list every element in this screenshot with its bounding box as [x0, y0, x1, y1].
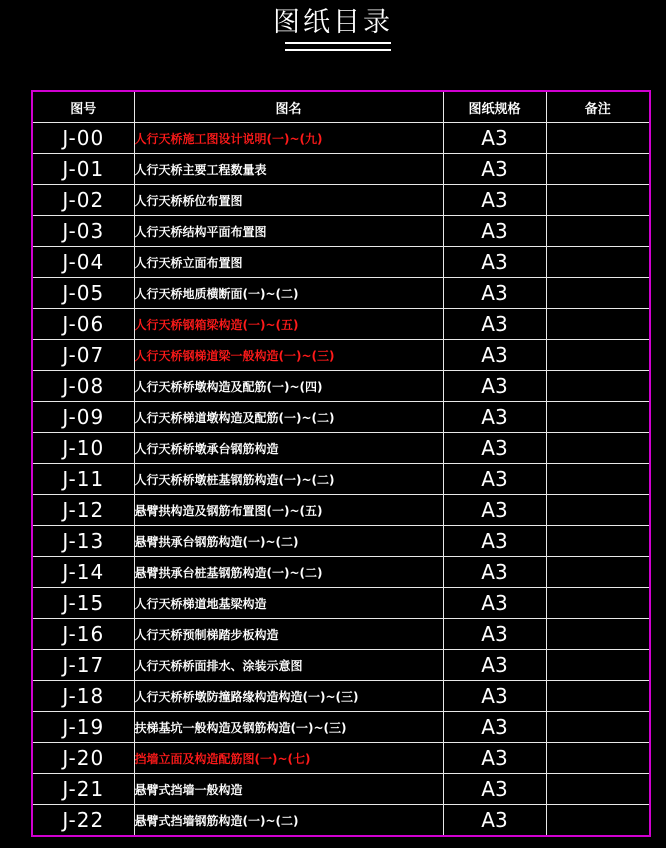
drawing-number: J-18	[32, 681, 134, 712]
remarks	[546, 774, 650, 805]
drawing-number: J-09	[32, 402, 134, 433]
drawing-number: J-04	[32, 247, 134, 278]
drawing-number: J-21	[32, 774, 134, 805]
remarks	[546, 340, 650, 371]
drawing-name: 人行天桥立面布置图	[134, 247, 443, 278]
remarks	[546, 278, 650, 309]
drawing-name: 悬臂拱承台钢筋构造(一)~(二)	[134, 526, 443, 557]
table-row	[32, 774, 650, 805]
paper-size: A3	[443, 123, 546, 154]
drawing-name: 人行天桥预制梯踏步板构造	[134, 619, 443, 650]
paper-size: A3	[443, 495, 546, 526]
table-row	[32, 619, 650, 650]
drawing-name: 扶梯基坑一般构造及钢筋构造(一)~(三)	[134, 712, 443, 743]
table-row	[32, 371, 650, 402]
remarks	[546, 464, 650, 495]
paper-size: A3	[443, 526, 546, 557]
drawing-number: J-00	[32, 123, 134, 154]
drawing-name: 人行天桥钢箱梁构造(一)~(五)	[134, 309, 443, 340]
paper-size: A3	[443, 805, 546, 837]
table-row	[32, 712, 650, 743]
header-drawing-name: 图名	[134, 91, 443, 123]
drawing-number: J-10	[32, 433, 134, 464]
drawing-name: 人行天桥桥墩构造及配筋(一)~(四)	[134, 371, 443, 402]
drawing-number: J-02	[32, 185, 134, 216]
paper-size: A3	[443, 650, 546, 681]
remarks	[546, 650, 650, 681]
drawing-name: 人行天桥桥墩防撞路缘构造构造(一)~(三)	[134, 681, 443, 712]
drawing-number: J-01	[32, 154, 134, 185]
paper-size: A3	[443, 185, 546, 216]
table-row	[32, 340, 650, 371]
drawing-name: 人行天桥钢梯道梁一般构造(一)~(三)	[134, 340, 443, 371]
remarks	[546, 805, 650, 837]
drawing-name: 人行天桥主要工程数量表	[134, 154, 443, 185]
table-row	[32, 805, 650, 837]
paper-size: A3	[443, 154, 546, 185]
paper-size: A3	[443, 588, 546, 619]
drawing-name: 悬臂拱承台桩基钢筋构造(一)~(二)	[134, 557, 443, 588]
paper-size: A3	[443, 433, 546, 464]
remarks	[546, 433, 650, 464]
drawing-number: J-06	[32, 309, 134, 340]
drawing-number: J-08	[32, 371, 134, 402]
paper-size: A3	[443, 712, 546, 743]
header-drawing-no: 图号	[32, 91, 134, 123]
remarks	[546, 185, 650, 216]
table-row	[32, 402, 650, 433]
remarks	[546, 216, 650, 247]
remarks	[546, 309, 650, 340]
header-paper-size: 图纸规格	[443, 91, 546, 123]
drawing-name: 人行天桥桥墩桩基钢筋构造(一)~(二)	[134, 464, 443, 495]
remarks	[546, 712, 650, 743]
table-row	[32, 247, 650, 278]
drawing-number: J-03	[32, 216, 134, 247]
table-row	[32, 154, 650, 185]
page-title: 图纸目录	[273, 7, 393, 38]
remarks	[546, 247, 650, 278]
drawing-name: 人行天桥桥面排水、涂装示意图	[134, 650, 443, 681]
drawing-catalog-table	[31, 90, 651, 837]
remarks	[546, 681, 650, 712]
paper-size: A3	[443, 557, 546, 588]
table-header-row	[32, 91, 650, 123]
remarks	[546, 402, 650, 433]
paper-size: A3	[443, 681, 546, 712]
remarks	[546, 557, 650, 588]
remarks	[546, 154, 650, 185]
paper-size: A3	[443, 402, 546, 433]
table-row	[32, 557, 650, 588]
remarks	[546, 526, 650, 557]
drawing-name: 人行天桥桥位布置图	[134, 185, 443, 216]
drawing-number: J-12	[32, 495, 134, 526]
title-underline-top	[285, 42, 391, 44]
drawing-name: 悬臂式挡墙一般构造	[134, 774, 443, 805]
remarks	[546, 588, 650, 619]
paper-size: A3	[443, 743, 546, 774]
drawing-name: 人行天桥桥墩承台钢筋构造	[134, 433, 443, 464]
table-row	[32, 495, 650, 526]
table-row	[32, 278, 650, 309]
table-row	[32, 588, 650, 619]
drawing-name: 人行天桥梯道地基梁构造	[134, 588, 443, 619]
table-body	[32, 123, 650, 837]
remarks	[546, 495, 650, 526]
drawing-number: J-22	[32, 805, 134, 837]
paper-size: A3	[443, 774, 546, 805]
paper-size: A3	[443, 464, 546, 495]
table-row	[32, 650, 650, 681]
drawing-number: J-19	[32, 712, 134, 743]
drawing-number: J-17	[32, 650, 134, 681]
remarks	[546, 123, 650, 154]
drawing-name: 人行天桥施工图设计说明(一)~(九)	[134, 123, 443, 154]
table-row	[32, 743, 650, 774]
paper-size: A3	[443, 216, 546, 247]
paper-size: A3	[443, 278, 546, 309]
remarks	[546, 619, 650, 650]
header-remarks: 备注	[546, 91, 650, 123]
drawing-number: J-15	[32, 588, 134, 619]
table-row	[32, 185, 650, 216]
paper-size: A3	[443, 309, 546, 340]
drawing-number: J-20	[32, 743, 134, 774]
drawing-number: J-07	[32, 340, 134, 371]
table-row	[32, 216, 650, 247]
paper-size: A3	[443, 247, 546, 278]
drawing-name: 人行天桥地质横断面(一)~(二)	[134, 278, 443, 309]
drawing-number: J-13	[32, 526, 134, 557]
table-row	[32, 526, 650, 557]
table-row	[32, 433, 650, 464]
table-row	[32, 681, 650, 712]
paper-size: A3	[443, 340, 546, 371]
table-row	[32, 464, 650, 495]
paper-size: A3	[443, 371, 546, 402]
drawing-name: 人行天桥结构平面布置图	[134, 216, 443, 247]
drawing-name: 挡墙立面及构造配筋图(一)~(七)	[134, 743, 443, 774]
drawing-number: J-05	[32, 278, 134, 309]
remarks	[546, 743, 650, 774]
title-underline-bottom	[285, 49, 391, 51]
remarks	[546, 371, 650, 402]
drawing-name: 人行天桥梯道墩构造及配筋(一)~(二)	[134, 402, 443, 433]
drawing-number: J-16	[32, 619, 134, 650]
drawing-number: J-14	[32, 557, 134, 588]
table-row	[32, 123, 650, 154]
table-row	[32, 309, 650, 340]
paper-size: A3	[443, 619, 546, 650]
drawing-number: J-11	[32, 464, 134, 495]
drawing-name: 悬臂式挡墙钢筋构造(一)~(二)	[134, 805, 443, 837]
drawing-name: 悬臂拱构造及钢筋布置图(一)~(五)	[134, 495, 443, 526]
